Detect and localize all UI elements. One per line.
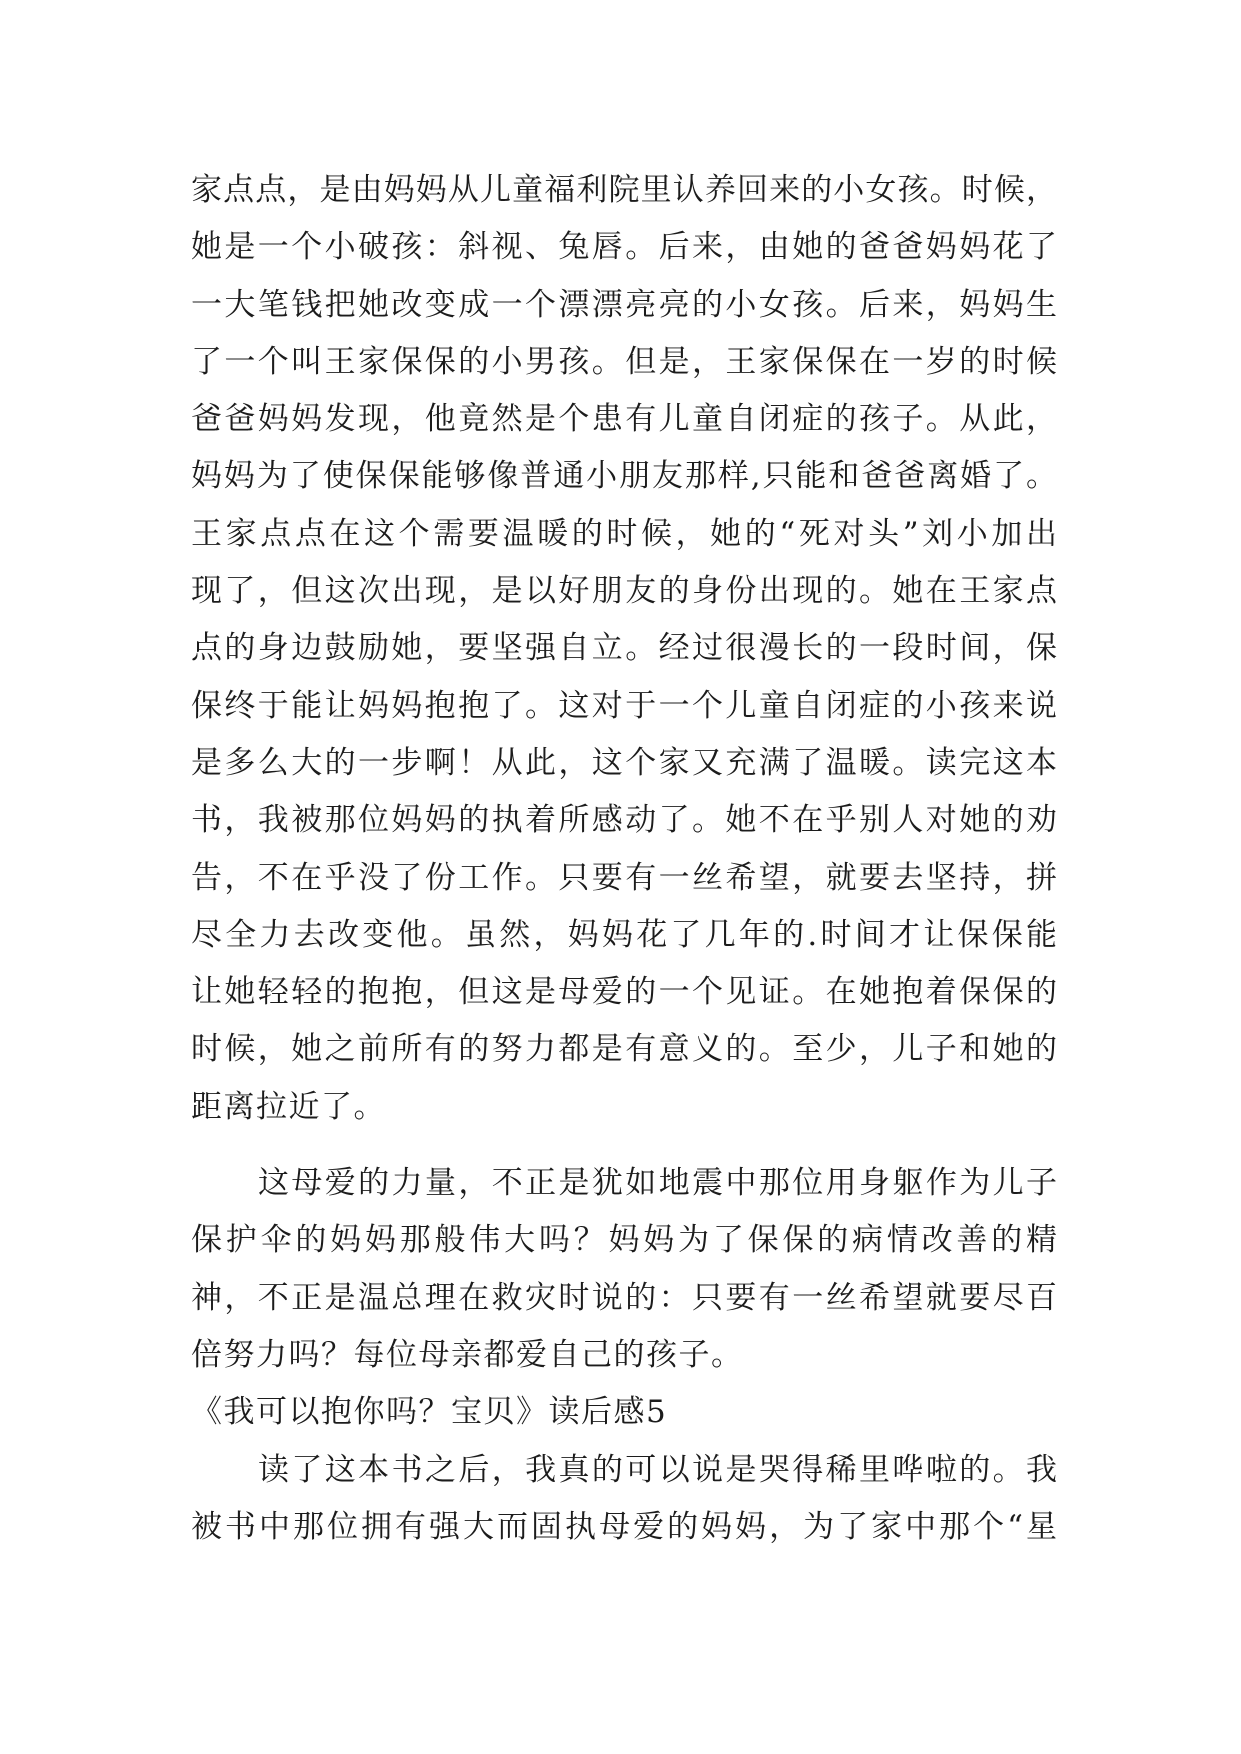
text-line: 时候，她之前所有的努力都是有意义的。至少，儿子和她的 bbox=[191, 1031, 1057, 1068]
paragraph bbox=[191, 1442, 1057, 1557]
text-line: 是多么大的一步啊！从此，这个家又充满了温暖。读完这本 bbox=[191, 744, 1057, 781]
text-line: 尽全力去改变他。虽然，妈妈花了几年的.时间才让保保能 bbox=[191, 916, 1057, 953]
text-line: 妈妈为了使保保能够像普通小朋友那样,只能和爸爸离婚了。 bbox=[191, 458, 1057, 495]
text-line: 家点点，是由妈妈从儿童福利院里认养回来的小女孩。时候， bbox=[191, 172, 1057, 208]
text-line: 了一个叫王家保保的小男孩。但是，王家保保在一岁的时候 bbox=[191, 343, 1057, 380]
paragraph bbox=[191, 1155, 1057, 1384]
text-line: 距离拉近了。 bbox=[191, 1088, 386, 1125]
text-line: 保护伞的妈妈那般伟大吗？妈妈为了保保的病情改善的精 bbox=[191, 1222, 1057, 1259]
text-line: 爸爸妈妈发现，他竟然是个患有儿童自闭症的孩子。从此， bbox=[191, 401, 1057, 438]
paragraph bbox=[191, 162, 1057, 1136]
text-line: 保终于能让妈妈抱抱了。这对于一个儿童自闭症的小孩来说 bbox=[191, 687, 1057, 724]
section-heading: 《我可以抱你吗？宝贝》读后感5 bbox=[191, 1394, 668, 1431]
text-line: 王家点点在这个需要温暖的时候，她的“死对头”刘小加出 bbox=[191, 515, 1057, 552]
text-line: 现了，但这次出现，是以好朋友的身份出现的。她在王家点 bbox=[191, 573, 1057, 610]
text-line: 她是一个小破孩：斜视、兔唇。后来，由她的爸爸妈妈花了 bbox=[191, 229, 1057, 266]
text-line: 读了这本书之后，我真的可以说是哭得稀里哗啦的。我 bbox=[258, 1451, 1057, 1488]
text-line: 神，不正是温总理在救灾时说的：只要有一丝希望就要尽百 bbox=[191, 1279, 1057, 1316]
text-line: 倍努力吗？每位母亲都爱自己的孩子。 bbox=[191, 1336, 744, 1373]
text-line: 一大笔钱把她改变成一个漂漂亮亮的小女孩。后来，妈妈生 bbox=[191, 286, 1057, 323]
text-line: 这母爱的力量，不正是犹如地震中那位用身躯作为儿子 bbox=[258, 1165, 1057, 1202]
text-line: 让她轻轻的抱抱，但这是母爱的一个见证。在她抱着保保的 bbox=[191, 974, 1057, 1011]
text-line: 被书中那位拥有强大而固执母爱的妈妈，为了家中那个“星 bbox=[191, 1508, 1057, 1545]
text-line: 点的身边鼓励她，要坚强自立。经过很漫长的一段时间，保 bbox=[191, 630, 1057, 667]
document-body bbox=[191, 162, 1057, 1556]
text-line: 书，我被那位妈妈的执着所感动了。她不在乎别人对她的劝 bbox=[191, 802, 1057, 839]
text-line: 告，不在乎没了份工作。只要有一丝希望，就要去坚持，拼 bbox=[191, 859, 1057, 896]
